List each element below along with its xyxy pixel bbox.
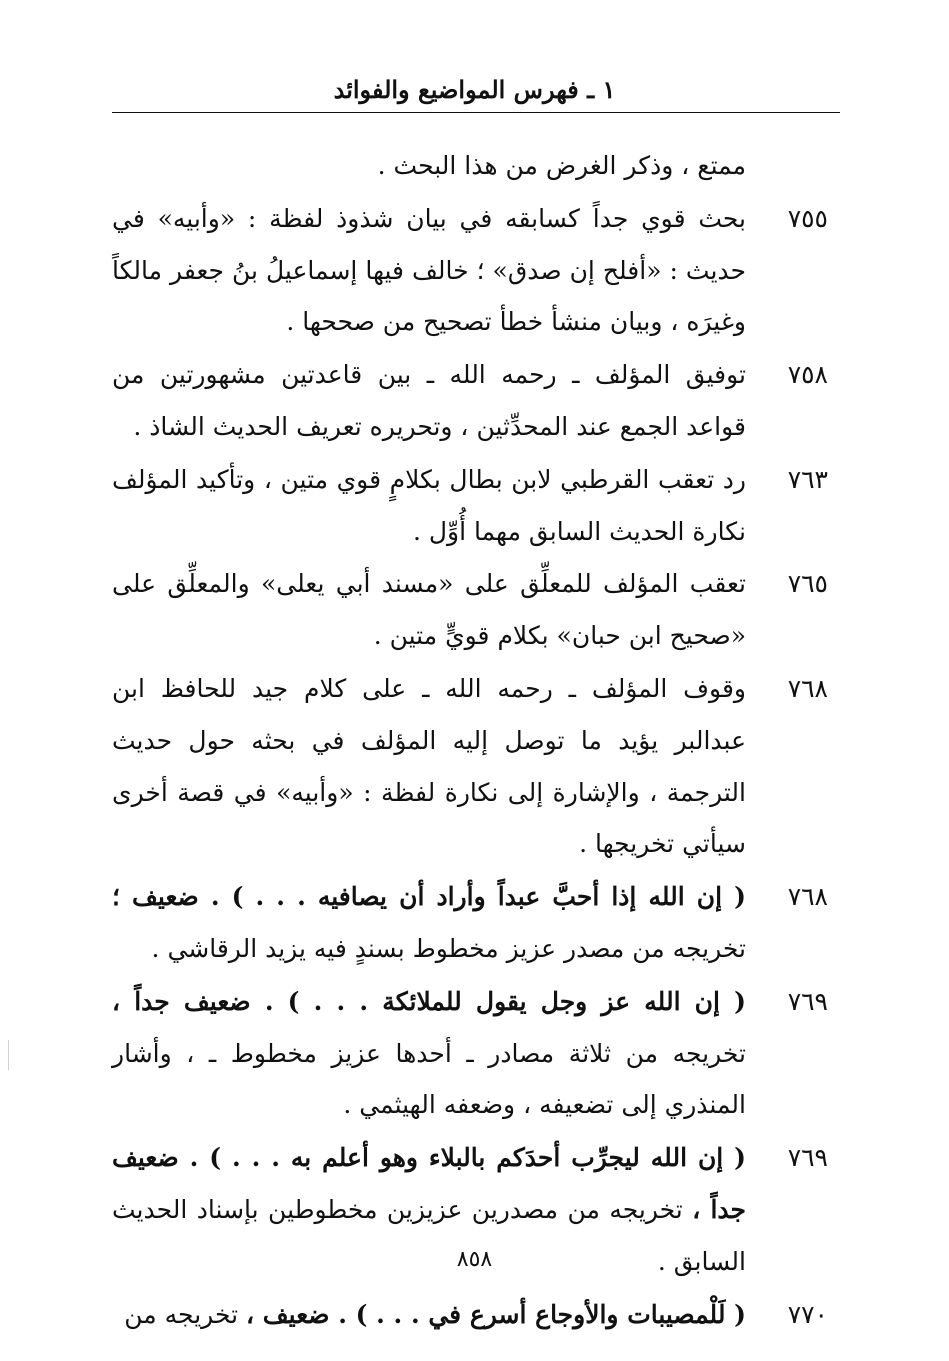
entry-description: بحث قوي جداً كسابقه في بيان شذوذ لفظة : «وأبيه» في حديث : «أفلح إن صدق» ؛ خالف فيها إسماعيلُ بنُ جعفر مالكاً وغيرَه ، وبيان منشأ خطأ تصحيح من صححها . <box>112 203 746 337</box>
entry-description: ممتع ، وذكر الغرض من هذا البحث . <box>377 151 746 180</box>
entry-hadith: ( إن الله إذا أحبَّ عبداً وأراد أن يصافيه . . . ) . ضعيف ؛ <box>112 882 746 912</box>
entry-page-number: ٧٦٩ <box>787 1143 828 1173</box>
list-item <box>112 349 836 453</box>
list-item <box>112 1289 836 1341</box>
page-number: ٨٥٨ <box>456 1247 493 1272</box>
list-item <box>112 976 836 1131</box>
entry-text <box>112 349 746 453</box>
entry-text <box>112 976 746 1131</box>
index-list <box>112 140 836 1341</box>
entry-page-number: ٧٦٩ <box>787 986 828 1016</box>
list-item <box>112 140 836 192</box>
list-item <box>112 558 836 662</box>
entry-text <box>112 871 746 975</box>
entry-description: توفيق المؤلف ـ رحمه الله ـ بين قاعدتين مشهورتين من قواعد الجمع عند المحدِّثين ، وتحريره تعريف الحديث الشاذ . <box>112 360 746 441</box>
entry-page-number: ٧٥٥ <box>787 203 828 233</box>
entry-description: تخريجه من مصدرين عزيزين مخطوطين بإسناد الحديث السابق . <box>112 1194 746 1276</box>
entry-page-number: ٧٦٣ <box>787 464 828 494</box>
entry-description: وقوف المؤلف ـ رحمه الله ـ على كلام جيد للحافظ ابن عبدالبر يؤيد ما توصل إليه المؤلف في بحثه حول حديث الترجمة ، والإشارة إلى نكارة لفظة : «وأبيه» في قصة أخرى سيأتي تخريجها . <box>112 673 746 859</box>
entry-description: تعقب المؤلف للمعلِّق على «مسند أبي يعلى» والمعلِّق على «صحيح ابن حبان» بكلام قويٍّ متين . <box>112 569 746 651</box>
entry-description: تخريجه من <box>124 1299 246 1329</box>
list-item <box>112 663 836 870</box>
entry-hadith: ( إن الله عز وجل يقول للملائكة . . . ) . ضعيف جداً ، <box>112 986 746 1016</box>
entry-hadith: ( لَلْمصيبات والأوجاع أسرع في . . . ) . ضعيف ، <box>246 1299 746 1329</box>
entry-text <box>112 454 746 558</box>
page-title: ١ ـ فهرس المواضيع والفوائد <box>333 75 616 104</box>
entry-description: تخريجه من مصدر عزيز مخطوط بسندٍ فيه يزيد الرقاشي . <box>151 933 746 963</box>
entry-page-number: ٧٦٨ <box>787 673 828 703</box>
list-item <box>112 871 836 975</box>
entry-description: رد تعقب القرطبي لابن بطال بكلامٍ قوي متين ، وتأكيد المؤلف نكارة الحديث السابق مهما أُوِّل . <box>112 464 746 546</box>
entry-page-number: ٧٧٠ <box>787 1299 828 1329</box>
entry-text <box>112 140 746 192</box>
entry-hadith: ( إن الله ليجرِّب أحدَكم بالبلاء وهو أعلم به . . . ) . ضعيف جداً ، <box>112 1143 746 1224</box>
header-divider <box>112 112 840 113</box>
entry-text <box>112 1289 746 1341</box>
entry-description: تخريجه من ثلاثة مصادر ـ أحدها عزيز مخطوط ـ ، وأشار المنذري إلى تضعيفه ، وضعفه الهيثمي . <box>112 1038 746 1120</box>
list-item <box>112 454 836 558</box>
entry-text <box>112 663 746 870</box>
entry-text <box>112 193 746 348</box>
entry-page-number: ٧٥٨ <box>787 360 828 390</box>
entry-page-number: ٧٦٥ <box>787 569 828 599</box>
entry-page-number: ٧٦٨ <box>787 882 828 912</box>
list-item <box>112 193 836 348</box>
scan-margin-mark <box>8 1040 9 1070</box>
entry-text <box>112 558 746 662</box>
